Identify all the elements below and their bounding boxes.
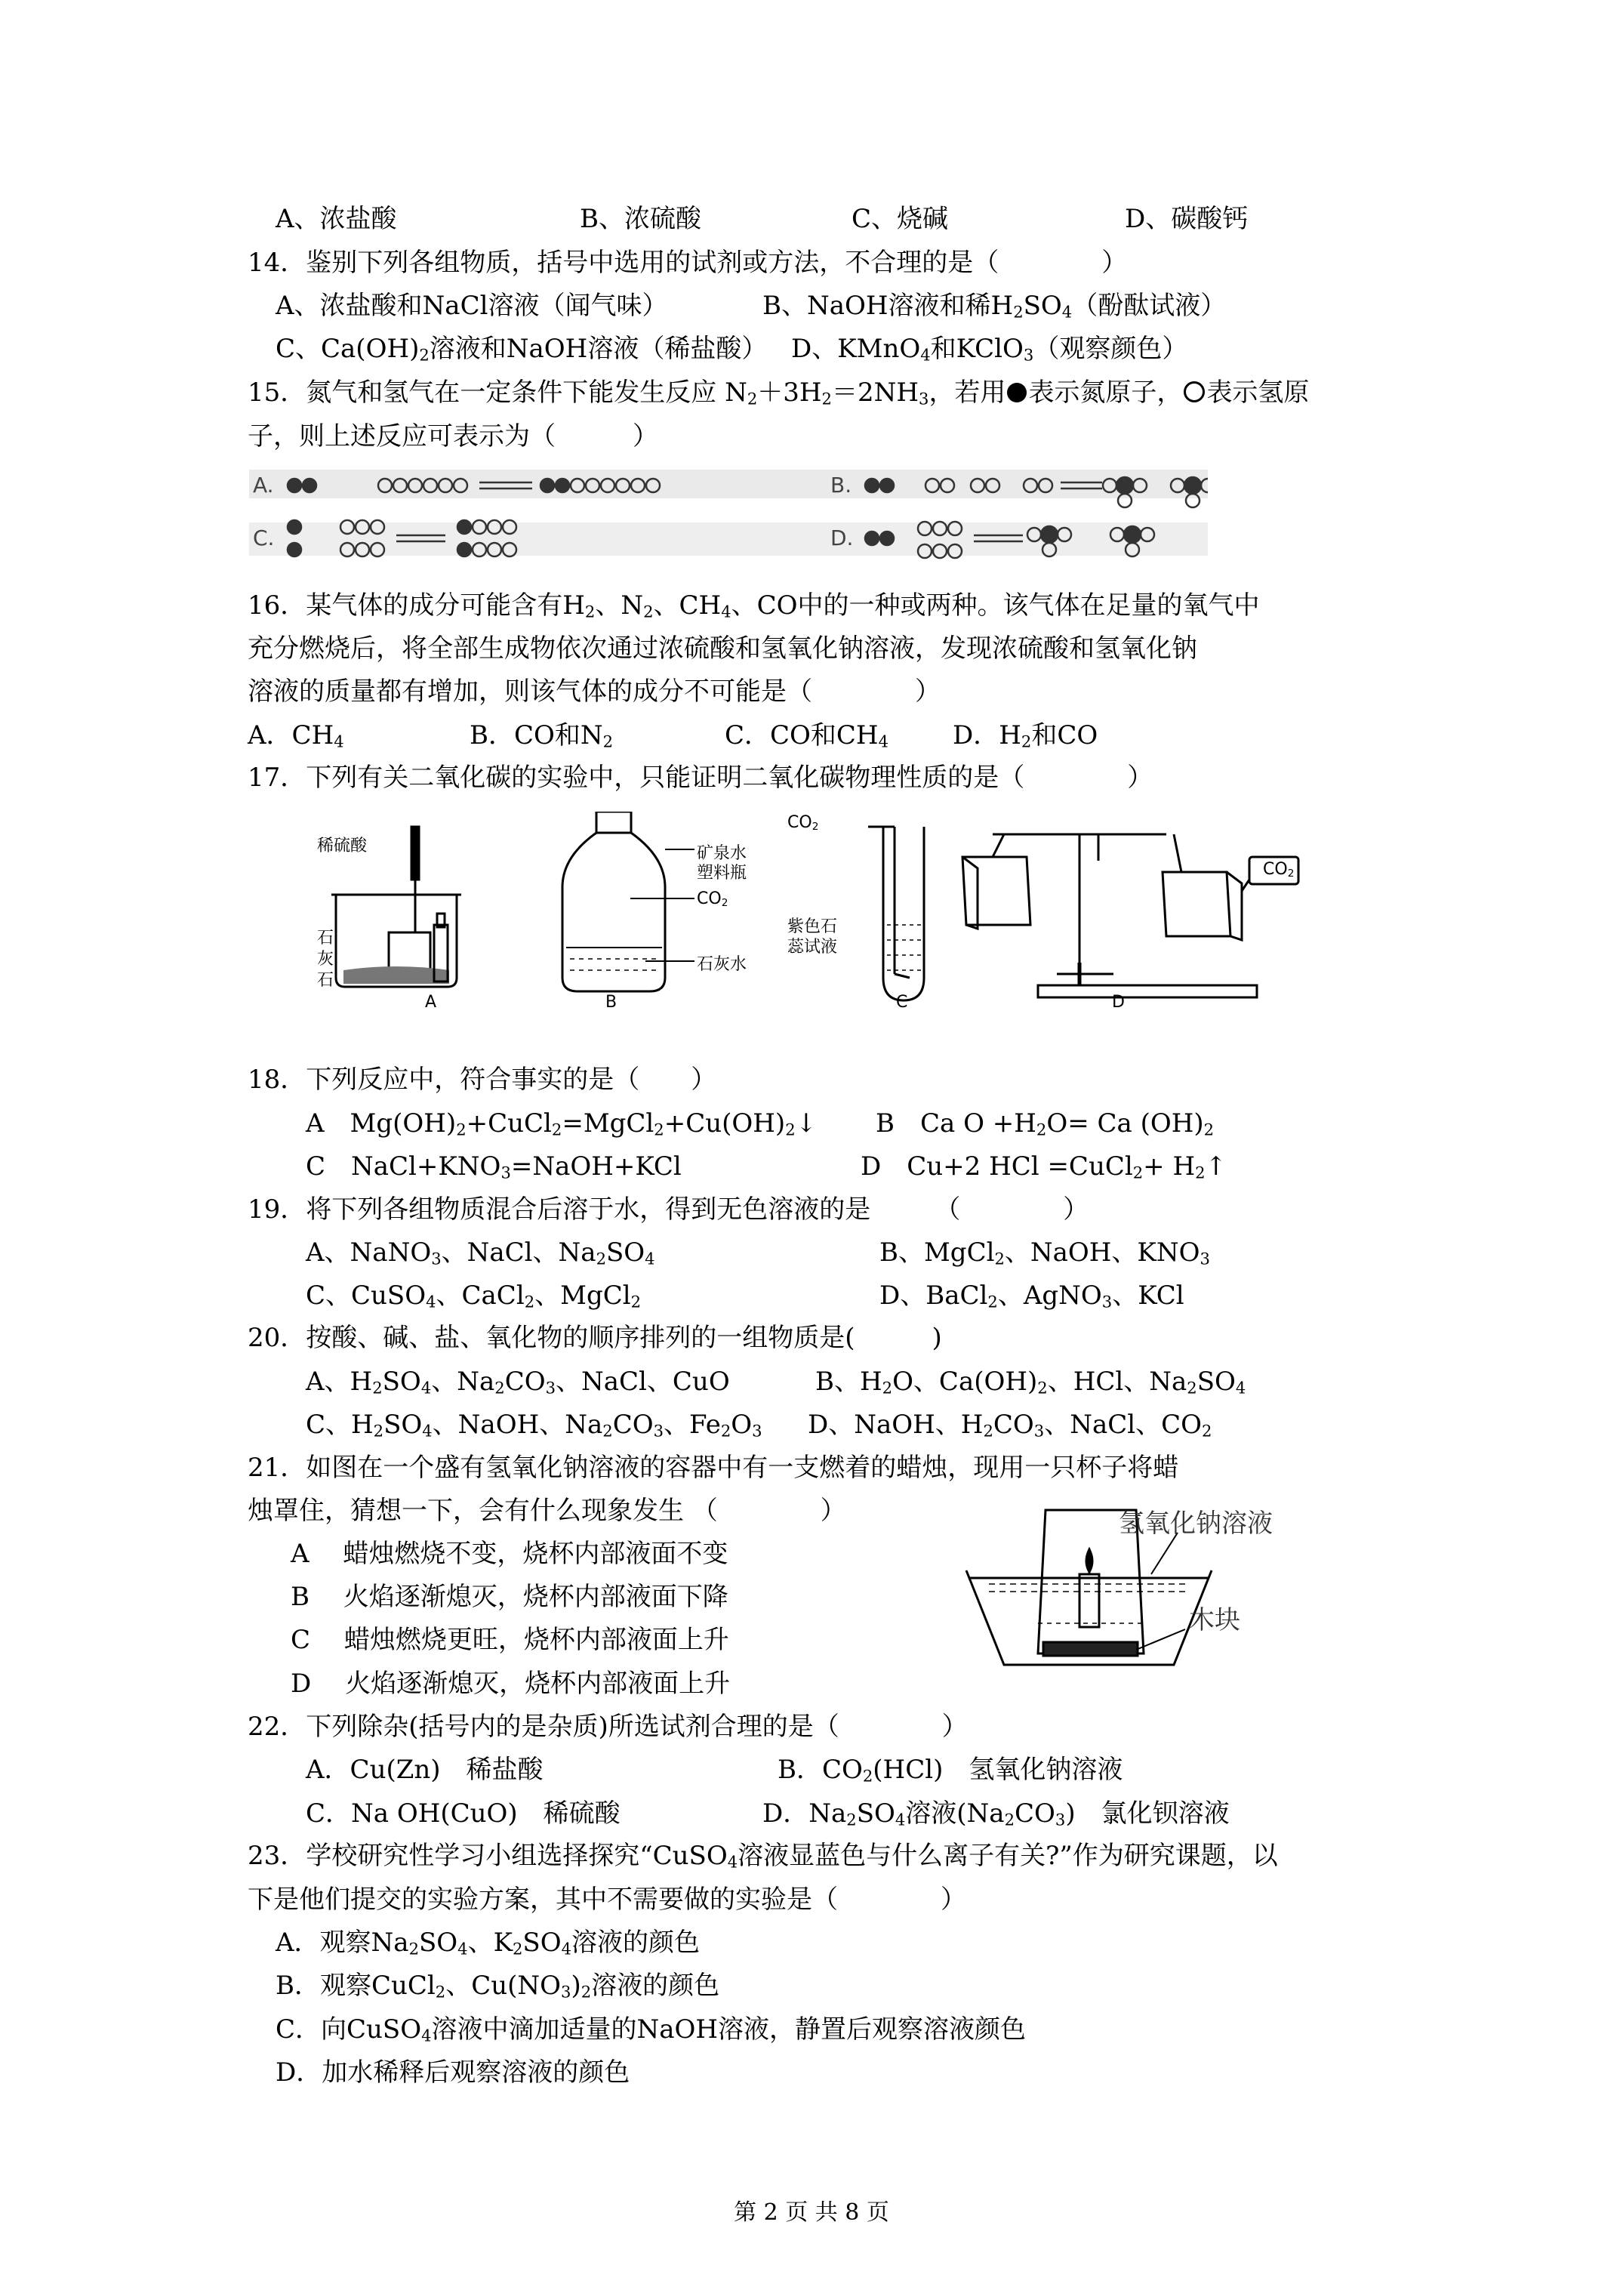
q22-option-c: C．Na OH(CuO) 稀硫酸	[306, 1798, 621, 1829]
q20-option-b: B、$H_2O$、$Ca(OH)_2$、HCl、$Na_2SO_4$	[815, 1367, 1246, 1398]
q21-option-d: D 火焰逐渐熄灭，烧杯内部液面上升	[291, 1669, 731, 1699]
q15-stem-line2: 子，则上述反应可表示为（ ）	[248, 421, 658, 451]
label-limestone-3: 石	[317, 971, 334, 990]
q22-stem: 22．下列除杂(括号内的是杂质)所选试剂合理的是（ ）	[248, 1712, 968, 1742]
label-dilute-sulfuric-acid: 稀硫酸	[317, 837, 368, 855]
q14-option-c: C、$Ca(OH)_2$溶液和NaOH溶液（稀盐酸）	[276, 334, 768, 365]
q18-option-b: B Ca $O +H_2O= Ca$ $(OH)_2$	[876, 1108, 1215, 1139]
q22-option-d: D．$Na_2SO_4$溶液$(Na_2CO_3)$ 氯化钡溶液	[762, 1798, 1230, 1829]
q20-option-a: A、$H_2SO_4$、$Na_2CO_3$、NaCl、CuO	[306, 1367, 730, 1398]
label-limestone-1: 石	[317, 929, 334, 948]
label-wood-block: 木块	[1189, 1605, 1240, 1635]
q18-option-a: A $Mg(OH)_2+CuCl_2=MgCl_2+Cu(OH)_2↓$	[306, 1108, 818, 1139]
page-footer: 第 2 页 共 8 页	[734, 2199, 889, 2226]
q18-option-c: C $NaCl+KNO_3=NaOH+KCl$	[306, 1151, 682, 1182]
q15-fig-label-c: C.	[253, 525, 275, 550]
label-limewater: 石灰水	[697, 955, 747, 974]
q19-stem: 19．将下列各组物质混合后溶于水，得到无色溶液的是 （ ）	[248, 1194, 1089, 1225]
hydrogen-atom-icon	[1184, 381, 1205, 402]
label-b: B	[605, 993, 617, 1012]
q18-option-d: D Cu+2 HCl =CuCl$_2$+ $H_2↑$	[861, 1151, 1227, 1182]
q15-fig-label-b: B.	[830, 473, 852, 498]
label-limestone-2: 灰	[317, 950, 334, 969]
q17-figure	[313, 812, 1302, 1015]
label-co2-c: $CO_2$	[787, 813, 819, 833]
q13-option-c: C、烧碱	[852, 204, 949, 234]
q21-option-a: A 蜡烛燃烧不变，烧杯内部液面不变	[291, 1539, 728, 1569]
apparatus-c	[868, 827, 924, 1000]
q16-option-a: A．$CH_4$	[248, 720, 344, 751]
label-naoh-solution: 氢氧化钠溶液	[1119, 1509, 1273, 1539]
q17-stem: 17．下列有关二氧化碳的实验中，只能证明二氧化碳物理性质的是（ ）	[248, 763, 1153, 793]
label-co2-d: $CO_2$	[1263, 860, 1295, 880]
label-c: C	[896, 993, 908, 1012]
q13-option-a: A、浓盐酸	[276, 204, 397, 234]
q14-option-a: A、浓盐酸和NaCl溶液（闻气味）	[276, 291, 668, 321]
label-mineral-water: 矿泉水	[697, 844, 747, 863]
q16-stem-line3: 溶液的质量都有增加，则该气体的成分不可能是（ ）	[248, 676, 941, 707]
q13-option-d: D、碳酸钙	[1125, 204, 1249, 234]
label-plastic-bottle: 塑料瓶	[697, 864, 747, 883]
q20-stem: 20．按酸、碱、盐、氧化物的顺序排列的一组物质是( )	[248, 1323, 942, 1353]
option-d-molecules	[865, 522, 1154, 558]
q16-option-c: C．CO和$CH_4$	[725, 720, 888, 751]
q23-stem-line1: 23．学校研究性学习小组选择探究“CuSO$_4$溶液显蓝色与什么离子有关?”作为研究课题，以	[248, 1841, 1278, 1872]
q19-option-d: D、BaCl$_2$、AgNO$_3$、KCl	[879, 1281, 1184, 1311]
q21-stem-line2: 烛罩住，猜想一下，会有什么现象发生 （ ）	[248, 1496, 846, 1526]
q21-option-b: B 火焰逐渐熄灭，烧杯内部液面下降	[291, 1582, 728, 1612]
q16-option-d: D．$H_2$和CO	[953, 720, 1098, 751]
q23-option-a: A．观察$Na_2SO_4$、$K_2SO_4$溶液的颜色	[276, 1928, 701, 1959]
q23-stem-line2: 下是他们提交的实验方案，其中不需要做的实验是（ ）	[248, 1885, 966, 1915]
q22-option-a: A．Cu(Zn) 稀盐酸	[306, 1755, 544, 1785]
q23-option-b: B．观察CuCl$_2$、$Cu(NO_3)_2$溶液的颜色	[276, 1971, 720, 2002]
q14-option-b: B、NaOH溶液和稀$H_2SO_4$（酚酞试液）	[762, 291, 1227, 322]
q15-stem-line1: 15．氮气和氢气在一定条件下能发生反应 $N_2+3H_2=2NH_3$，若用 表示氮原子， 表示氢原	[248, 378, 1310, 408]
q16-stem-line1: 16．某气体的成分可能含有$H_2$、$N_2$、$CH_4$、CO中的一种或两种。该气体在足量的氧气中	[248, 590, 1260, 621]
q19-option-c: C、CuSO$_4$、CaCl$_2$、MgCl$_2$	[306, 1281, 642, 1311]
q23-option-d: D．加水稀释后观察溶液的颜色	[276, 2057, 630, 2088]
q20-option-d: D、NaOH、$H_2CO_3$、NaCl、$CO_2$	[808, 1410, 1212, 1441]
option-a-molecules	[288, 479, 660, 492]
q19-option-b: B、MgCl$_2$、NaOH、$KNO_3$	[879, 1237, 1210, 1268]
q16-stem-line2: 充分燃烧后，将全部生成物依次通过浓硫酸和氢氧化钠溶液，发现浓硫酸和氢氧化钠	[248, 633, 1197, 664]
q18-stem: 18．下列反应中，符合事实的是（ ）	[248, 1065, 717, 1095]
label-co2-b: $CO_2$	[697, 889, 728, 909]
apparatus-b	[562, 812, 694, 991]
q15-fig-label-d: D.	[830, 525, 854, 550]
nitrogen-atom-icon	[1007, 383, 1027, 402]
q21-option-c: C 蜡烛燃烧更旺，烧杯内部液面上升	[291, 1625, 729, 1655]
q23-option-c: C．向CuSO$_4$溶液中滴加适量的NaOH溶液，静置后观察溶液颜色	[276, 2014, 1027, 2045]
q21-figure	[959, 1502, 1351, 1684]
q15-figure	[249, 459, 1208, 574]
q22-option-b: B．$CO_2(HCl)$ 氢氧化钠溶液	[778, 1755, 1123, 1786]
q21-stem-line1: 21．如图在一个盛有氢氧化钠溶液的容器中有一支燃着的蜡烛，现用一只杯子将蜡	[248, 1453, 1179, 1483]
q14-stem: 14．鉴别下列各组物质，括号中选用的试剂或方法，不合理的是（ ）	[248, 248, 1128, 278]
q14-option-d: D、KMnO$_4$和KClO$_3$（观察颜色）	[791, 334, 1188, 365]
q15-fig-label-a: A.	[253, 473, 274, 498]
q16-option-b: B．CO和$N_2$	[470, 720, 614, 751]
label-litmus-2: 蕊试液	[787, 938, 838, 957]
option-c-molecules	[288, 520, 516, 556]
q13-option-b: B、浓硫酸	[580, 204, 701, 234]
label-d: D	[1112, 993, 1125, 1012]
apparatus-d	[962, 834, 1298, 997]
q19-option-a: A、NaNO$_3$、NaCl、$Na_2SO_4$	[306, 1237, 655, 1268]
label-litmus-1: 紫色石	[787, 917, 838, 936]
q20-option-c: C、$H_2SO_4$、NaOH、$Na_2CO_3$、$Fe_2O_3$	[306, 1410, 762, 1441]
option-b-molecules	[865, 477, 1208, 507]
label-a: A	[425, 993, 437, 1012]
